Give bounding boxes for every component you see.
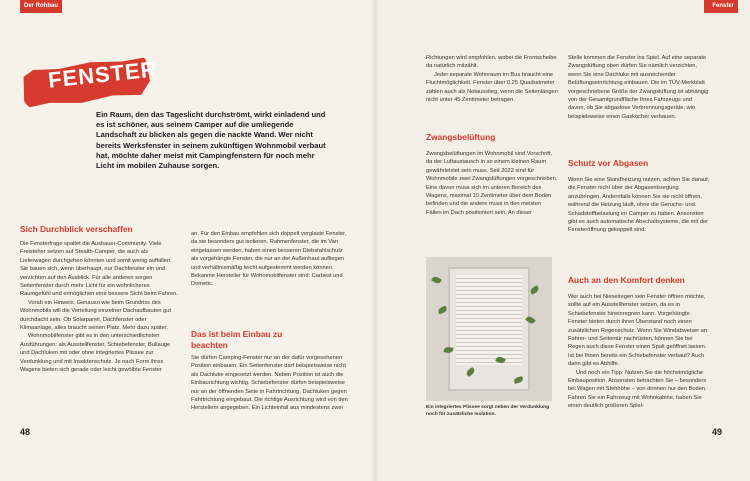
intro-paragraph: Ein Raum, den das Tageslicht durchströmt, wirkt einladend und es ist schöner, aus seinem Camper auf die umliegende Landschaft zu blicken als gegen die nackte Wand. Wer nicht bereits Werksfenster in seinem zukünftigen Wohnmobil verbaut hat, möchte daher meist mit Campingfenstern für noch mehr Licht im mobilen Zuhause sorgen.	[96, 110, 326, 171]
paragraph: Stelle kommen die Fenster ins Spiel. Auf eine separate Zwangslüftung oben dürfen Sie nämlich verzichten, wenn Sie eine Dachluke mit ausreichender Belüftungseinrichtung einbauen. Die im TÜV-Merkblatt vorgeschriebene Größe der Zwangslüftung ist abhängig von der Gesamtgrundfläche Ihres Fahrzeugs und davon, ob Sie abgaslose Verbrennungsgeräte, wie beispielsweise einen Gaskocher verbauen.	[568, 55, 709, 120]
paragraph: Vorab ein Hinweis: Genauso wie beim Grundriss des Wohnmobils will die Verteilung einzelner Dachaufbauten gut durchdacht sein. Ob Solarpanel, Dachfenster oder Klimaanlage, alles braucht seinen Platz. Mehr dazu später.	[20, 299, 172, 332]
page-number-left: 48	[20, 427, 31, 437]
left-column-1	[20, 240, 180, 420]
heading-komfort: Auch an den Komfort denken	[568, 275, 685, 285]
section-tab-right: Fenster	[704, 0, 738, 13]
plant-leaf	[437, 306, 448, 315]
heading-durchblick: Sich Durchblick verschaffen	[20, 224, 133, 234]
paragraph: Sie dürfen Camping-Fenster nur an der dafür vorgesehenen Position einbauen. Ein Seitenfenster darf beispielsweise nicht als Dachluke eingesetzt werden. Neben Position ist auch die Einbaurichtung wichtig. Schiebefenster dürfen beispielsweise nur an der öffnenden Seite in Fahrtrichtung, Dachluken gegen Fahrtrichtung eingebaut. Die richtige Ausrichtung wird von den Herstellern angegeben. Ein Lichteinfall aus mindestens zwei	[191, 355, 348, 412]
chapter-title: FENSTER	[46, 56, 159, 93]
section-tab-left: Der Rohbau	[20, 0, 62, 13]
right-column-1-top	[426, 54, 558, 116]
plant-leaf	[431, 275, 442, 285]
heading-zwangsbelueftung: Zwangsbelüftung	[426, 132, 496, 142]
left-column-2-top	[191, 230, 351, 328]
right-column-2-middle	[568, 176, 710, 260]
plant-leaf	[529, 285, 540, 295]
pleated-blind	[456, 275, 522, 365]
heading-abgase: Schutz vor Abgasen	[568, 158, 649, 168]
paragraph: Wohnmobilfenster gibt es in den unterschiedlichsten Ausführungen: als Ausstellfenster, Schiebefenster, Bullauge und Dachluken mit oder ohne integriertes Plissee zur Verdunklung und mit Insektenschutz. Je nach Form ihres Wagens bieten sich gerade oder leicht gewölbte Fenster	[20, 333, 171, 374]
photo-caption: Ein integriertes Plissee sorgt neben der Verdunklung noch für zusätzliche Isolation.	[426, 405, 550, 417]
heading-einbau: Das ist beim Einbau zu beachten	[191, 329, 283, 350]
paragraph: an. Für den Einbau empfehlen sich doppelt verglaste Fenster, da sie besonders gut isolieren. Rahmenfenster, die im Van eingelassen werden, haben einen besseren Diebstahlschutz als vorgehängte Fenster, die nur an der Außenhaut aufliegen und verhältnismäßig leicht aufgestemmt werden können. Bekannte Hersteller für Wohnmobilfenster sind: Carbest und Dometic.	[191, 231, 347, 288]
paragraph: Und noch ein Tipp: Nutzen Sie die höchstmögliche Einbauposition. Ansonsten betrachten Sie – besonders bei Wagen mit Stehhöhe – von drinnen nur den Boden. Fahren Sie ein Fahrzeug mit Wohnkabine, haben Sie einen deutlich größeren Spiel-	[568, 369, 707, 410]
left-column-2-bottom	[191, 354, 351, 420]
paragraph: Wenn Sie eine Standheizung nutzen, achten Sie darauf, die Fenster nicht über der Abgasentsorgung anzubringen. Andernfalls können Sie sie nicht öffnen, während die Heizung läuft, ohne die Geruchs- und Schadstoffbelastung im Camper zu haben. Ansonsten gibt es auch automatische Abschaltsysteme, die mit der Fensteröffnung gekoppelt sind.	[568, 177, 710, 234]
right-column-1-middle	[426, 150, 558, 235]
page-number-right: 49	[712, 427, 723, 437]
right-column-2-bottom	[568, 293, 710, 443]
paragraph: Zwangsbelüftungen im Wohnmobil sind Vorschrift, da der Luftaustausch in so einem kleinen Raum gewährleistet sein muss. Seit 2022 sind für Wohnmobile zwei Zwangslüftungen vorgeschrieben. Eine davon muss sich im unteren Bereich des Wagens, maximal 10 Zentimeter über dem Boden befinden und die andere muss in den meisten Fällen im Dach positioniert sein. An dieser	[426, 151, 558, 216]
right-column-2-top	[568, 54, 710, 154]
paragraph: Jeder separate Wohnraum im Bus braucht eine Fluchtmöglichkeit. Fenster über 0,25 Quadratmeter zählen auch als Notausstieg, wenn die Seitenlängen nicht unter 45 Zentimeter betragen.	[426, 71, 558, 104]
window-blind-photo	[426, 257, 552, 401]
book-gutter	[371, 0, 379, 481]
paragraph: Wer auch bei Nieselregen sein Fenster öffnen möchte, sollte auf ein Ausstellfenster setzen, da es in Schiebefenster hineinregnen kann. Vorgehängte Fenster bieten durch ihren Überstand noch einen zusätzlichen Regenschutz. Wenn Sie Windabweiser an Fahrer- und Seitentür nachrüsten, können Sie bei Regen auch diese Fenster einen Spalt geöffnet lassen. Ist bei Ihnen bereits ein Schiebefenster verbaut? Auch dann gibt es Abhilfe.	[568, 294, 707, 368]
paragraph: Die Fensterfrage spaltet die Ausbauer-Community. Viele Freisteher setzen auf Stealth-Camper, die auch als Lieferwagen durchgehen könnten und somit wenig auffallen. Sie bauen sich, wenn überhaupt, nur Dachfenster ein und verzichten auf den Ausblick. Für alle anderen sorgen Seitenfenster durch mehr Licht für ein wohnlicheres Raumgefühl und ermöglichen eine bessere Sicht beim Fahren.	[20, 241, 178, 298]
paragraph: Richtungen wird empfohlen, wobei die Frontscheibe da natürlich mitzählt.	[426, 55, 557, 70]
